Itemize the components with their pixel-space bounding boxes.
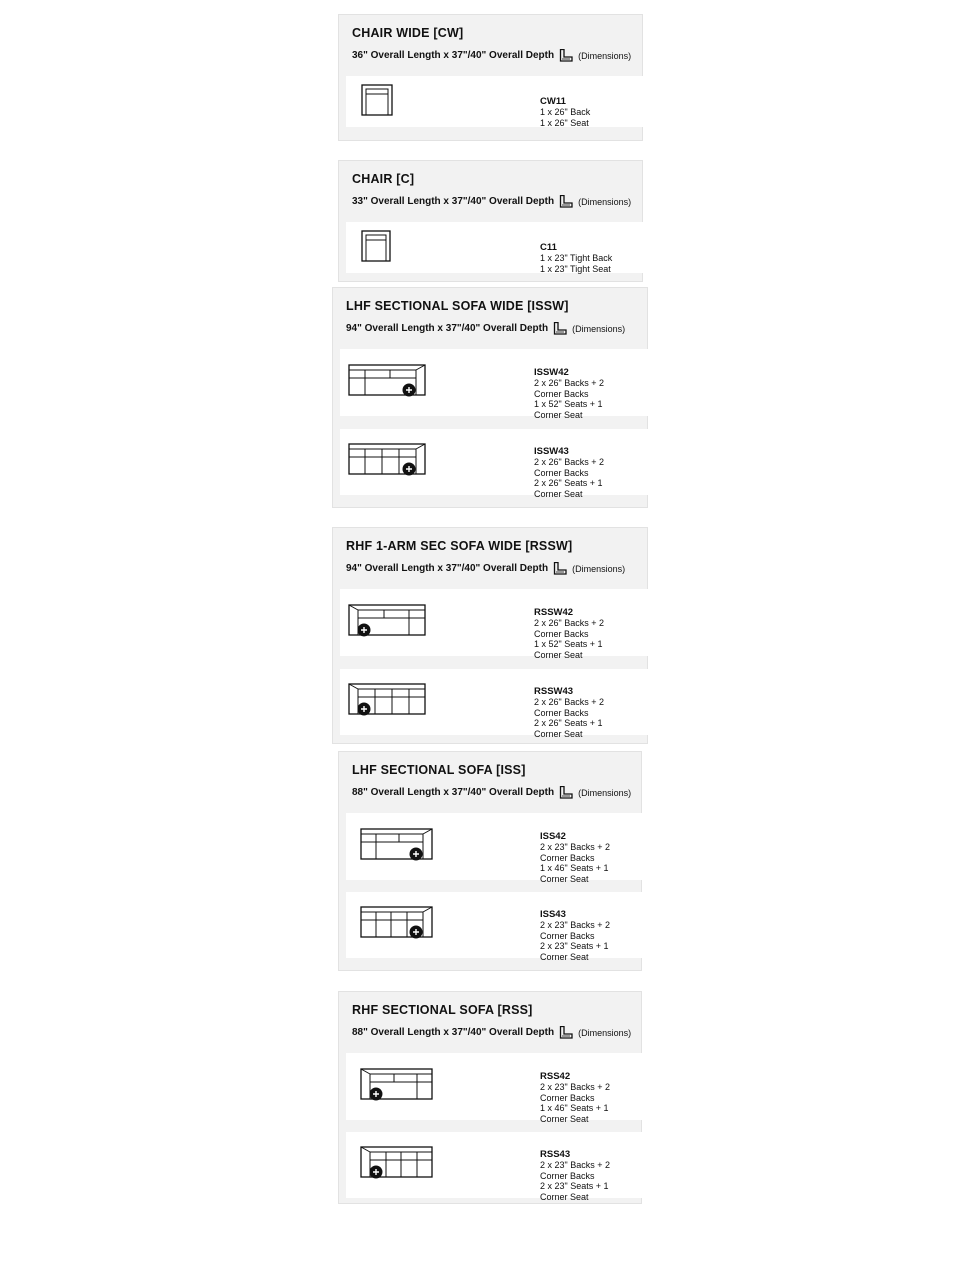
config-card[interactable] <box>346 1053 646 1124</box>
section-title: CHAIR WIDE [CW] <box>352 26 464 40</box>
config-card[interactable] <box>346 76 647 127</box>
config-code: C11 <box>540 241 557 253</box>
dimensions-link[interactable]: (Dimensions) <box>578 787 632 798</box>
config-code: RSSW42 <box>534 606 574 618</box>
overall-dimensions-text: 88" Overall Length x 37"/40" Overall Depth <box>352 1027 555 1038</box>
lhf-sofa-diagram-icon <box>348 364 428 398</box>
overall-dimensions <box>352 1026 631 1039</box>
section-title: RHF SECTIONAL SOFA [RSS] <box>352 1003 533 1017</box>
dimensions-link[interactable]: (Dimensions) <box>578 1027 632 1038</box>
dimensions-icon[interactable] <box>559 1026 573 1039</box>
config-description: 2 x 26" Backs + 2 Corner Backs 1 x 52" Seats + 1 Corner Seat <box>534 618 604 660</box>
config-details <box>534 676 604 739</box>
dimensions-icon[interactable] <box>559 786 573 799</box>
lhf-sofa-diagram-icon <box>348 443 428 477</box>
overall-dimensions <box>346 322 625 335</box>
config-details <box>540 899 610 962</box>
rhf-sofa-diagram-icon <box>360 1068 436 1102</box>
lhf-sofa-diagram-icon <box>360 828 436 862</box>
section-lhf-sectional-sofa <box>338 751 642 971</box>
config-details <box>540 1139 610 1202</box>
config-details <box>540 86 590 128</box>
config-details <box>534 357 604 420</box>
rhf-sofa-diagram-icon <box>360 1146 436 1180</box>
config-description: 1 x 23" Tight Back 1 x 23" Tight Seat <box>540 253 613 274</box>
dimensions-link[interactable]: (Dimensions) <box>572 323 626 334</box>
config-details <box>540 1061 610 1124</box>
overall-dimensions-text: 94" Overall Length x 37"/40" Overall Depth <box>346 563 549 574</box>
config-description: 2 x 23" Backs + 2 Corner Backs 1 x 46" Seats + 1 Corner Seat <box>540 842 610 884</box>
overall-dimensions <box>352 786 631 799</box>
config-details <box>534 436 604 499</box>
config-code: ISSW43 <box>534 445 569 457</box>
config-card[interactable] <box>340 429 652 499</box>
section-title: LHF SECTIONAL SOFA WIDE [ISSW] <box>346 299 569 313</box>
dimensions-link[interactable]: (Dimensions) <box>572 563 626 574</box>
config-code: CW11 <box>540 95 566 107</box>
config-details <box>540 821 610 884</box>
section-chair-wide <box>338 14 643 141</box>
section-rhf-sectional-sofa <box>338 991 642 1204</box>
section-lhf-sectional-sofa-wide <box>332 287 648 508</box>
dimensions-link[interactable]: (Dimensions) <box>578 196 632 207</box>
config-card[interactable] <box>346 1132 646 1202</box>
dimensions-icon[interactable] <box>553 322 567 335</box>
section-title: LHF SECTIONAL SOFA [ISS] <box>352 763 526 777</box>
lhf-sofa-diagram-icon <box>360 906 436 940</box>
config-card[interactable] <box>340 669 652 739</box>
config-description: 2 x 26" Backs + 2 Corner Backs 1 x 52" Seats + 1 Corner Seat <box>534 378 604 420</box>
config-description: 2 x 23" Backs + 2 Corner Backs 1 x 46" Seats + 1 Corner Seat <box>540 1082 610 1124</box>
overall-dimensions <box>346 562 625 575</box>
overall-dimensions-text: 88" Overall Length x 37"/40" Overall Depth <box>352 787 555 798</box>
dimensions-icon[interactable] <box>553 562 567 575</box>
config-card[interactable] <box>346 222 647 273</box>
config-card[interactable] <box>346 892 646 962</box>
section-chair <box>338 160 643 282</box>
config-code: RSSW43 <box>534 685 574 697</box>
config-card[interactable] <box>340 349 652 420</box>
overall-dimensions-text: 33" Overall Length x 37"/40" Overall Depth <box>352 196 555 207</box>
dimensions-link[interactable]: (Dimensions) <box>578 50 632 61</box>
config-code: RSS43 <box>540 1148 571 1160</box>
config-description: 1 x 26" Back 1 x 26" Seat <box>540 107 591 128</box>
overall-dimensions <box>352 195 631 208</box>
overall-dimensions-text: 94" Overall Length x 37"/40" Overall Depth <box>346 323 549 334</box>
config-description: 2 x 23" Backs + 2 Corner Backs 2 x 23" Seats + 1 Corner Seat <box>540 920 610 962</box>
section-rhf-1-arm-sec-sofa-wide <box>332 527 648 744</box>
config-details <box>534 597 604 660</box>
section-title: CHAIR [C] <box>352 172 415 186</box>
config-details <box>540 232 612 274</box>
section-title: RHF 1-ARM SEC SOFA WIDE [RSSW] <box>346 539 573 553</box>
chair-diagram-icon <box>361 84 393 116</box>
config-code: ISSW42 <box>534 366 569 378</box>
config-description: 2 x 23" Backs + 2 Corner Backs 2 x 23" Seats + 1 Corner Seat <box>540 1160 610 1202</box>
rhf-sofa-diagram-icon <box>348 604 428 638</box>
dimensions-icon[interactable] <box>559 195 573 208</box>
config-card[interactable] <box>346 813 646 884</box>
config-code: ISS42 <box>540 830 566 842</box>
overall-dimensions-text: 36" Overall Length x 37"/40" Overall Depth <box>352 50 555 61</box>
config-card[interactable] <box>340 589 652 660</box>
config-code: ISS43 <box>540 908 566 920</box>
chair-diagram-icon <box>361 230 391 262</box>
config-code: RSS42 <box>540 1070 571 1082</box>
overall-dimensions <box>352 49 631 62</box>
dimensions-icon[interactable] <box>559 49 573 62</box>
config-description: 2 x 26" Backs + 2 Corner Backs 2 x 26" Seats + 1 Corner Seat <box>534 457 604 499</box>
config-description: 2 x 26" Backs + 2 Corner Backs 2 x 26" Seats + 1 Corner Seat <box>534 697 604 739</box>
rhf-sofa-diagram-icon <box>348 683 428 717</box>
